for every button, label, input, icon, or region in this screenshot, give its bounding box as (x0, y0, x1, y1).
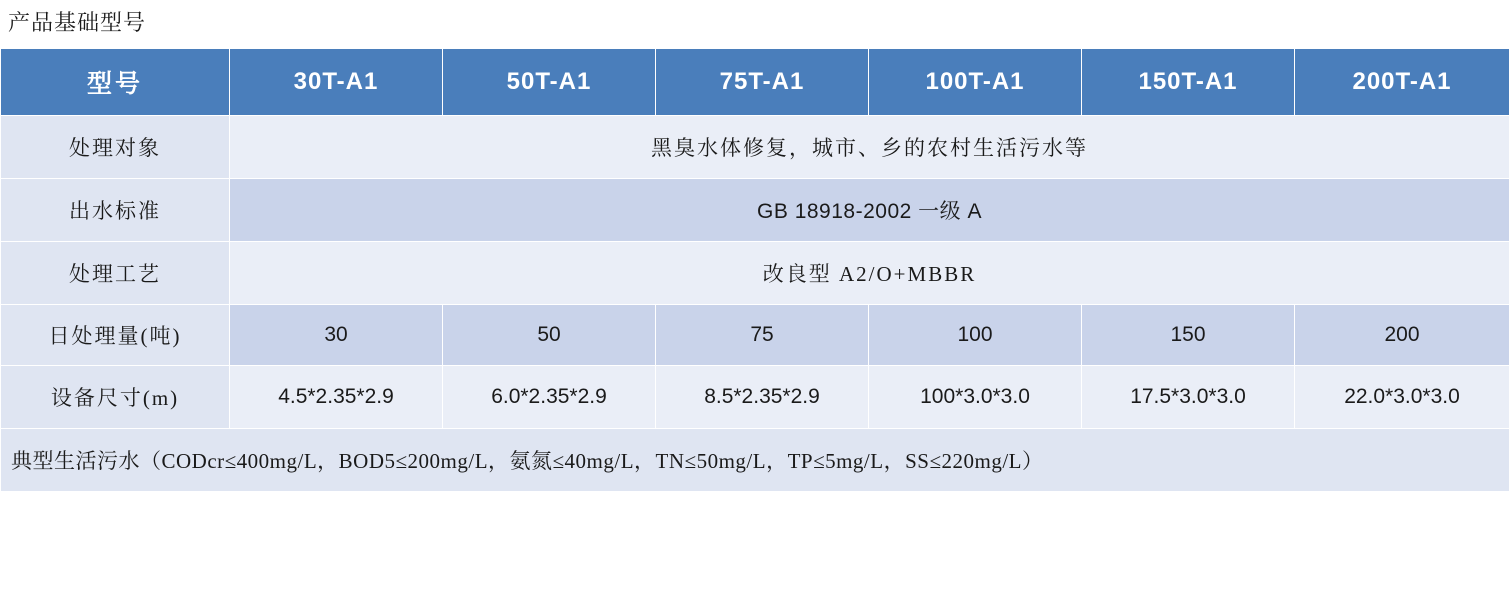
header-cell-label: 型号 (1, 49, 230, 116)
row-value-effluent-standard: GB 18918-2002 一级 A (230, 179, 1509, 242)
cell-equipment-size-2: 6.0*2.35*2.9 (443, 366, 656, 429)
header-cell-model-4: 100T-A1 (869, 49, 1082, 116)
header-cell-model-2: 50T-A1 (443, 49, 656, 116)
product-spec-table (0, 48, 1509, 492)
row-label-effluent-standard: 出水标准 (1, 179, 230, 242)
table-row (1, 242, 1509, 305)
table-header-row (1, 49, 1509, 116)
cell-daily-capacity-6: 200 (1295, 305, 1509, 366)
cell-equipment-size-1: 4.5*2.35*2.9 (230, 366, 443, 429)
row-label-daily-capacity: 日处理量(吨) (1, 305, 230, 366)
page-title: 产品基础型号 (8, 10, 147, 35)
header-cell-model-6: 200T-A1 (1295, 49, 1509, 116)
cell-daily-capacity-5: 150 (1082, 305, 1295, 366)
row-label-treatment-target: 处理对象 (1, 116, 230, 179)
header-cell-model-1: 30T-A1 (230, 49, 443, 116)
cell-equipment-size-4: 100*3.0*3.0 (869, 366, 1082, 429)
cell-equipment-size-6: 22.0*3.0*3.0 (1295, 366, 1509, 429)
cell-daily-capacity-2: 50 (443, 305, 656, 366)
table-row (1, 179, 1509, 242)
cell-equipment-size-5: 17.5*3.0*3.0 (1082, 366, 1295, 429)
row-label-equipment-size: 设备尺寸(m) (1, 366, 230, 429)
cell-daily-capacity-3: 75 (656, 305, 869, 366)
header-cell-model-5: 150T-A1 (1082, 49, 1295, 116)
row-value-process: 改良型 A2/O+MBBR (230, 242, 1509, 305)
cell-equipment-size-3: 8.5*2.35*2.9 (656, 366, 869, 429)
cell-daily-capacity-1: 30 (230, 305, 443, 366)
row-label-process: 处理工艺 (1, 242, 230, 305)
table-row (1, 305, 1509, 366)
table-footer-row (1, 429, 1509, 492)
footer-note: 典型生活污水（CODcr≤400mg/L，BOD5≤200mg/L，氨氮≤40mg/L，TN≤50mg/L，TP≤5mg/L，SS≤220mg/L） (1, 429, 1509, 492)
table-row (1, 116, 1509, 179)
table-row (1, 366, 1509, 429)
row-value-treatment-target: 黑臭水体修复，城市、乡的农村生活污水等 (230, 116, 1509, 179)
header-cell-model-3: 75T-A1 (656, 49, 869, 116)
cell-daily-capacity-4: 100 (869, 305, 1082, 366)
